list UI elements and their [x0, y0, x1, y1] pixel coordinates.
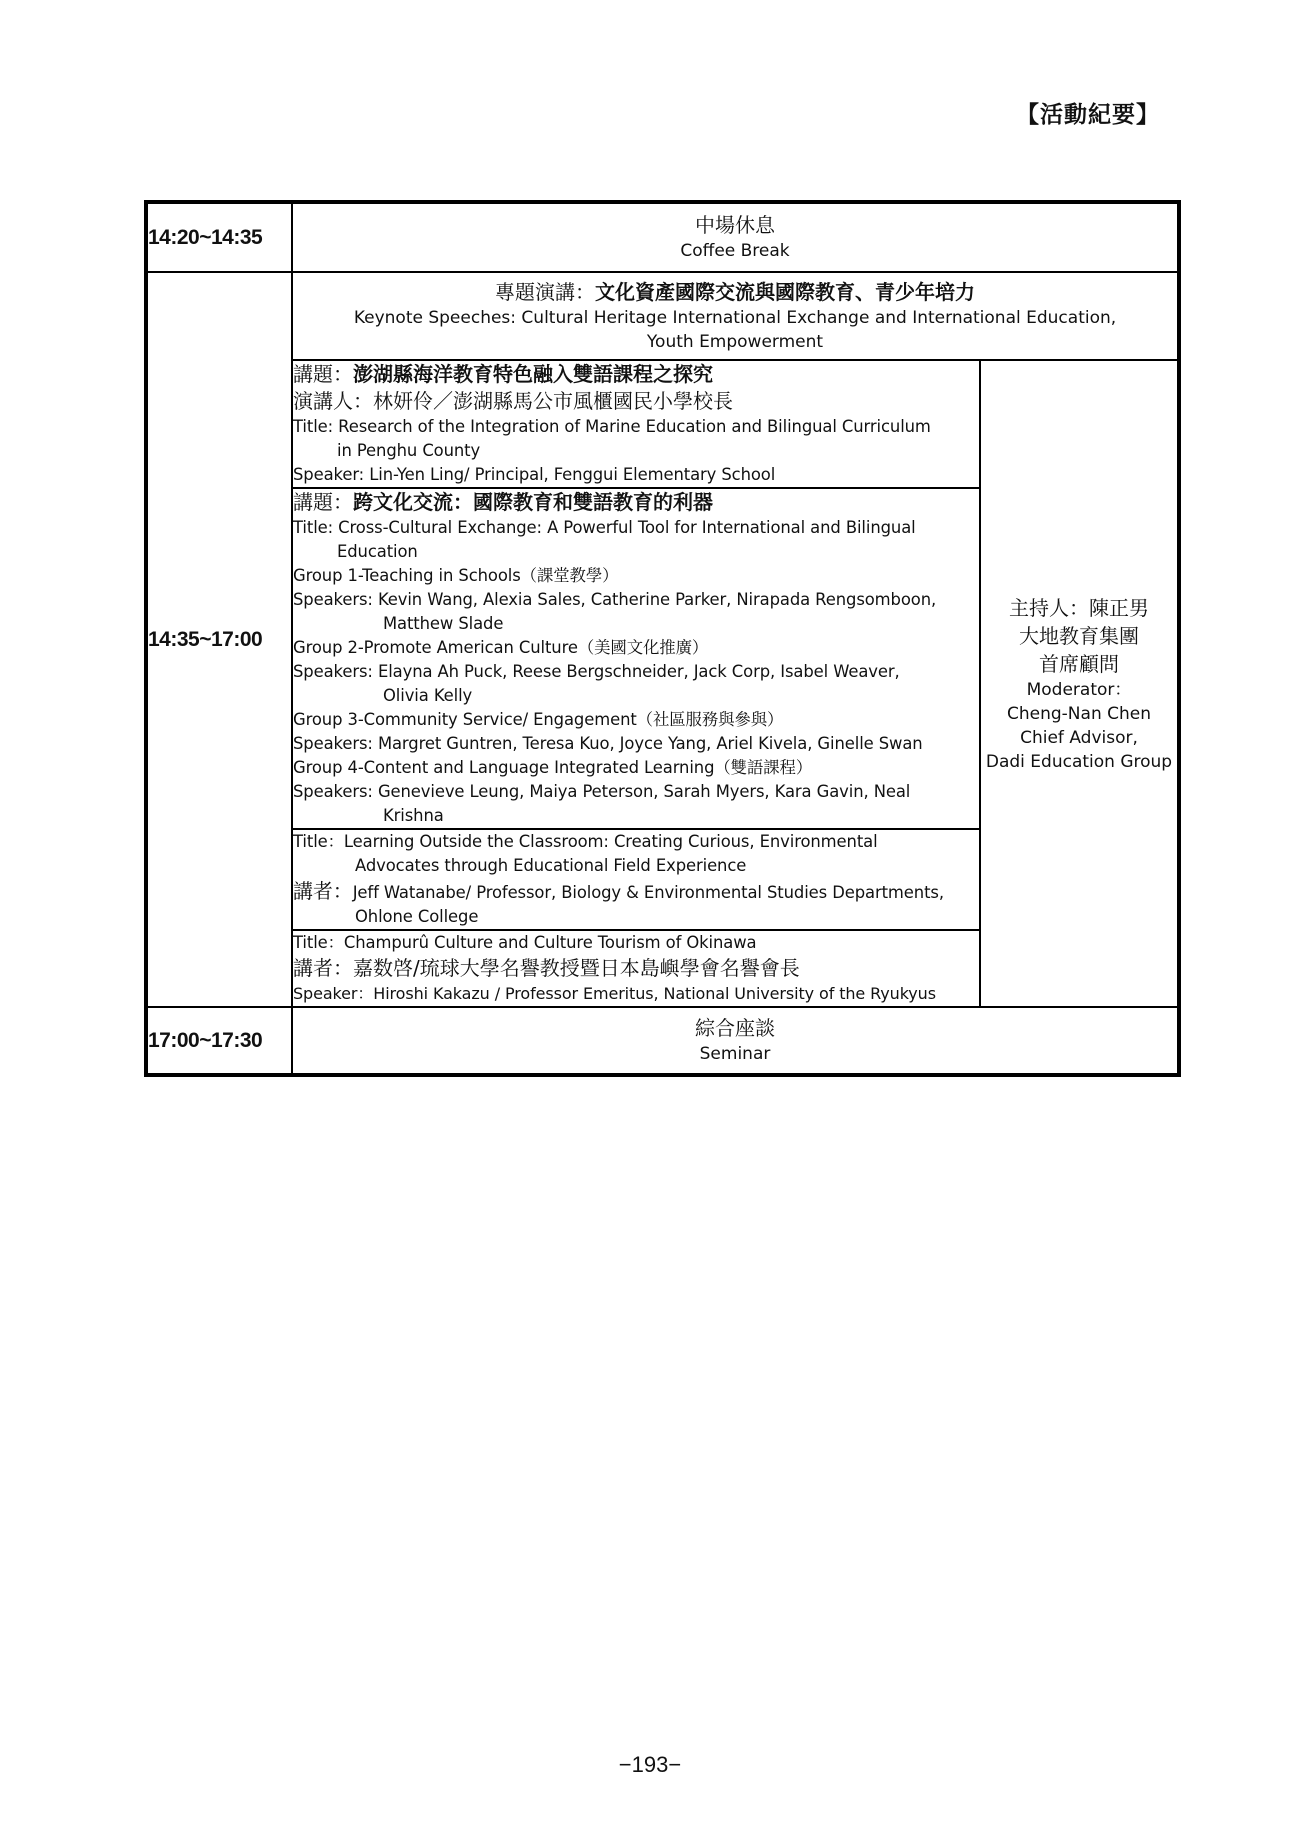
talk-1-speaker-en: Speaker: Lin-Yen Ling/ Principal, Fenggui Elementary School — [293, 465, 776, 484]
talk-3-speaker-text: Jeff Watanabe/ Professor, Biology & Environmental Studies Departments, — [352, 883, 944, 902]
talk-3-speaker — [293, 878, 979, 905]
talk-1-title-prefix: 講題： — [293, 362, 353, 386]
talk-4-speaker-en: Speaker：Hiroshi Kakazu / Professor Emeritus, National University of the Ryukyus — [293, 984, 936, 1003]
talk-1 — [292, 360, 980, 488]
talk-1-title-en-cont: in Penghu County — [337, 441, 481, 460]
time-cell: 14:20~14:35 — [146, 202, 292, 272]
group-1-speakers-cont: Matthew Slade — [383, 614, 504, 633]
talk-2-title-en-cont: Education — [337, 542, 418, 561]
group-1-speakers: Speakers: Kevin Wang, Alexia Sales, Catherine Parker, Nirapada Rengsomboon, — [293, 590, 937, 609]
moderator-en-2: Cheng-Nan Chen — [1007, 703, 1151, 724]
talk-2-title-en: Title: Cross-Cultural Exchange: A Powerful Tool for International and Bilingual — [293, 518, 916, 537]
moderator-en-1: Moderator： — [1026, 679, 1132, 700]
keynote-zh-title: 文化資產國際交流與國際教育、青少年培力 — [595, 280, 975, 304]
keynote-en-2: Youth Empowerment — [646, 332, 824, 352]
moderator-zh-1: 主持人：陳正男 — [1009, 595, 1149, 620]
talk-4-title: Title：Champurû Culture and Culture Tourism of Okinawa — [293, 933, 757, 952]
group-1: Group 1-Teaching in Schools（課堂教學） — [293, 566, 619, 585]
section-header: 【活動紀要】 — [1016, 102, 1160, 128]
talk-2-title-zh: 跨文化交流：國際教育和雙語教育的利器 — [353, 490, 713, 514]
schedule-table — [144, 200, 1181, 1077]
table-row — [146, 1007, 1179, 1075]
talk-2 — [292, 488, 980, 829]
keynote-prefix: 專題演講： — [495, 280, 595, 304]
group-4-speakers-cont: Krishna — [383, 806, 444, 825]
table-row — [146, 360, 1179, 488]
seminar-en: Seminar — [699, 1044, 771, 1064]
break-en: Coffee Break — [680, 241, 790, 261]
keynote-en-1: Keynote Speeches: Cultural Heritage International Exchange and International Education, — [353, 308, 1117, 328]
break-zh: 中場休息 — [695, 213, 775, 237]
group-3: Group 3-Community Service/ Engagement（社區服務與參與） — [293, 710, 784, 729]
time-cell: 14:35~17:00 — [146, 272, 292, 1007]
talk-3-title: Title：Learning Outside the Classroom: Creating Curious, Environmental — [293, 832, 878, 851]
table-row — [146, 202, 1179, 272]
moderator-zh-2: 大地教育集團 — [1019, 623, 1139, 648]
talk-3-title-cont: Advocates through Educational Field Experience — [355, 856, 747, 875]
group-4: Group 4-Content and Language Integrated Learning（雙語課程） — [293, 758, 813, 777]
moderator-en-3: Chief Advisor, — [1020, 727, 1138, 748]
group-2-speakers-cont: Olivia Kelly — [383, 686, 473, 705]
page-number: −193− — [618, 1752, 682, 1777]
time-cell: 17:00~17:30 — [146, 1007, 292, 1075]
talk-1-title-zh: 澎湖縣海洋教育特色融入雙語課程之探究 — [353, 362, 713, 386]
group-2: Group 2-Promote American Culture（美國文化推廣） — [293, 638, 709, 657]
moderator-zh-3: 首席顧問 — [1039, 651, 1119, 676]
seminar-zh: 綜合座談 — [695, 1016, 775, 1040]
talk-2-title — [293, 489, 979, 516]
group-3-speakers: Speakers: Margret Guntren, Teresa Kuo, Joyce Yang, Ariel Kivela, Ginelle Swan — [293, 734, 923, 753]
moderator-cell — [980, 360, 1179, 1007]
talk-1-title-en: Title: Research of the Integration of Marine Education and Bilingual Curriculum — [293, 417, 931, 436]
talk-3 — [292, 829, 980, 930]
moderator-en-4: Dadi Education Group — [985, 751, 1173, 772]
talk-2-title-prefix: 講題： — [293, 490, 353, 514]
break-cell — [292, 202, 1179, 272]
talk-4 — [292, 930, 980, 1007]
keynote-cell — [292, 272, 1179, 360]
talk-4-speaker-zh: 講者：嘉数啓/琉球大學名譽教授暨日本島嶼學會名譽會長 — [293, 956, 800, 980]
seminar-cell — [292, 1007, 1179, 1075]
keynote-title — [299, 279, 1171, 306]
talk-1-speaker-zh: 演講人：林妍伶／澎湖縣馬公市風櫃國民小學校長 — [293, 389, 733, 413]
talk-1-title — [293, 361, 979, 388]
group-4-speakers: Speakers: Genevieve Leung, Maiya Peterson, Sarah Myers, Kara Gavin, Neal — [293, 782, 911, 801]
table-row — [146, 272, 1179, 360]
talk-3-speaker-prefix: 講者： — [293, 879, 353, 903]
group-2-speakers: Speakers: Elayna Ah Puck, Reese Bergschneider, Jack Corp, Isabel Weaver, — [293, 662, 900, 681]
talk-3-speaker-cont: Ohlone College — [355, 907, 479, 926]
